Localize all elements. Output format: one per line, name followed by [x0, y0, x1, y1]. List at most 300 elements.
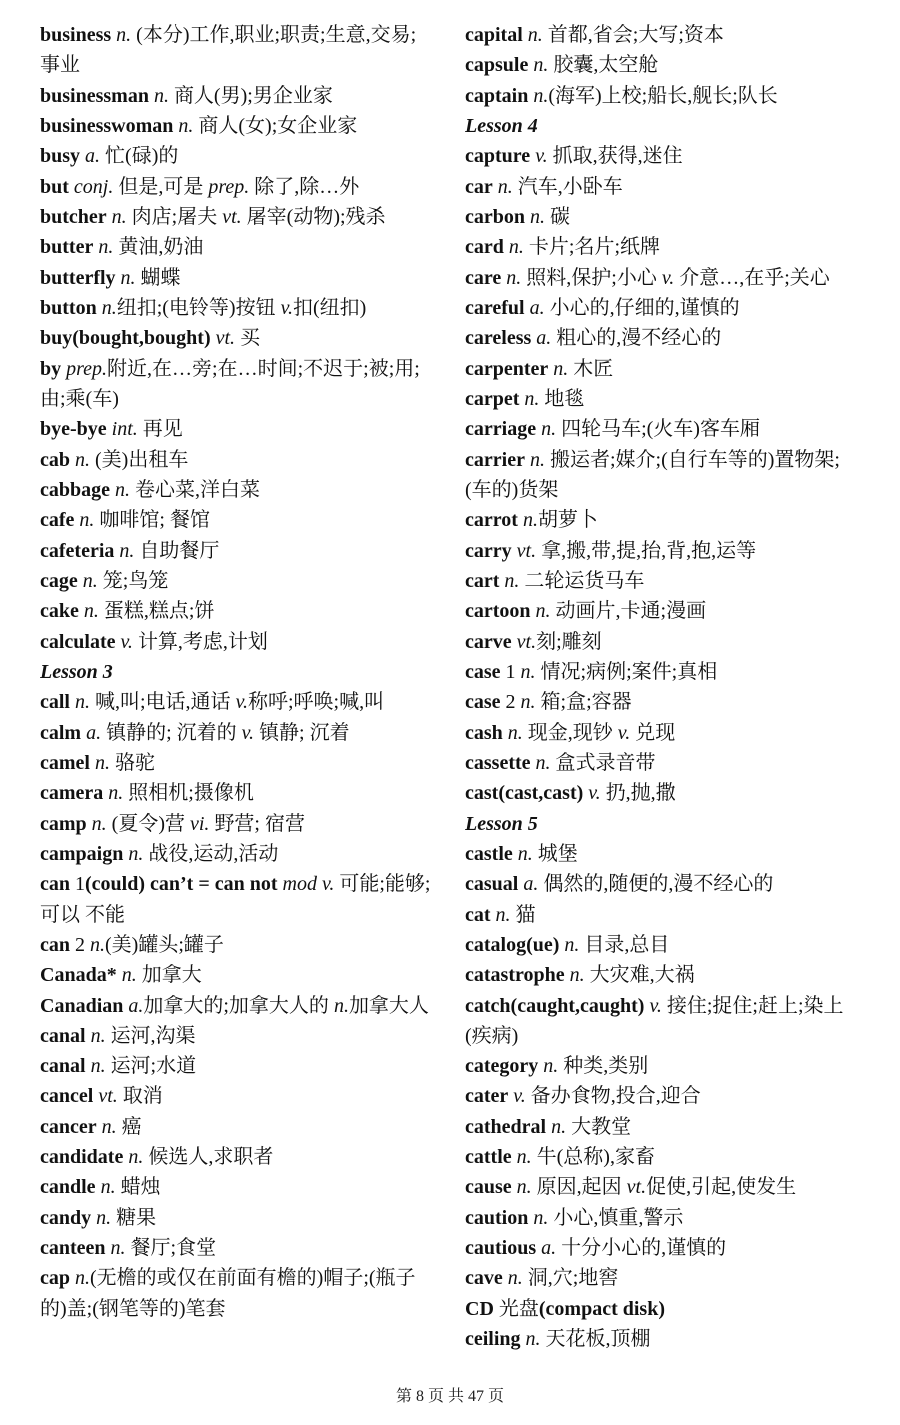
headword: butterfly [40, 266, 116, 289]
definition: 蛋糕,糕点;饼 [98, 600, 215, 623]
headword: castle [465, 842, 513, 865]
part-of-speech: n. [91, 1206, 112, 1229]
dictionary-entry [40, 263, 432, 293]
headword: cancel [40, 1085, 94, 1108]
lesson-heading [40, 657, 432, 687]
headword: campaign [40, 842, 124, 865]
headword: business [40, 24, 112, 46]
dictionary-entry [465, 566, 862, 596]
definition: 镇静的; 沉着的 [101, 721, 237, 744]
definition: 胡萝卜 [537, 509, 598, 532]
part-of-speech: n. [89, 751, 110, 774]
part-of-speech: v. [583, 782, 601, 805]
definition: 原因,起因 [531, 1176, 622, 1199]
headword: careful [465, 296, 525, 319]
definition: 兑现 [630, 721, 676, 744]
headword: catch(caught,caught) [465, 994, 645, 1017]
headword: cap [40, 1267, 70, 1290]
sense-number: 1 [70, 873, 85, 896]
dictionary-entry [40, 627, 432, 657]
part-of-speech: n. [548, 357, 569, 380]
dictionary-entry [40, 1051, 432, 1081]
part-of-speech: n. [564, 964, 585, 987]
headword: calculate [40, 630, 116, 653]
part-of-speech: n. [525, 205, 545, 228]
definition: 蜡烛 [115, 1176, 161, 1199]
part-of-speech: n. [536, 418, 557, 441]
definition: 备办食物,投合,迎合 [525, 1085, 701, 1108]
dictionary-entry [465, 1263, 862, 1293]
dictionary-entry [465, 293, 862, 323]
definition: 癌 [116, 1115, 142, 1138]
part-of-speech: n. [70, 1267, 90, 1290]
sense-number: 2 [500, 691, 516, 714]
part-of-speech: n. [105, 1237, 126, 1260]
headword: canal [40, 1024, 86, 1047]
part-of-speech: n. [96, 1115, 117, 1138]
dictionary-entry [40, 20, 432, 81]
part-of-speech: a. [123, 994, 144, 1017]
dictionary-entry [465, 869, 862, 899]
definition: 取消 [117, 1085, 163, 1108]
part-of-speech: a. [80, 145, 101, 168]
part-of-speech: n. [517, 509, 538, 532]
definition: 忙(碌)的 [100, 145, 179, 168]
dictionary-entry [40, 414, 432, 444]
definition: 光盘 [493, 1297, 539, 1320]
definition: 促使,引起,使发生 [646, 1176, 797, 1199]
part-of-speech: mod v. [277, 873, 335, 896]
dictionary-entry [465, 657, 862, 687]
part-of-speech: n. [123, 842, 144, 865]
part-of-speech: n. [524, 448, 545, 471]
definition: 笼;鸟笼 [97, 569, 169, 592]
left-column [40, 20, 432, 1365]
part-of-speech: v. [612, 721, 631, 744]
headword: bye-bye [40, 418, 107, 441]
definition: 汽车,小卧车 [512, 175, 623, 198]
dictionary-entry [40, 748, 432, 778]
part-of-speech: vi. [185, 812, 210, 835]
definition: 箱;盒;容器 [535, 691, 632, 714]
definition: 商人(男);男企业家 [168, 84, 333, 107]
part-of-speech: n. [522, 24, 543, 46]
part-of-speech: n. [116, 964, 137, 987]
definition: 拿,搬,带,提,抬,背,抱,运等 [536, 539, 757, 562]
sense-number: 2 [70, 933, 85, 956]
definition: (夏令)营 [106, 812, 185, 835]
dictionary-entry [40, 536, 432, 566]
headword: cathedral [465, 1115, 547, 1138]
dictionary-entry [40, 202, 432, 232]
dictionary-entry [40, 475, 432, 505]
definition: 四轮马车;(火车)客车厢 [556, 418, 760, 441]
definition: 大教堂 [566, 1115, 632, 1138]
dictionary-entry [40, 960, 432, 990]
definition: (美)出租车 [90, 448, 189, 471]
definition: 介意…,在乎;关心 [674, 266, 830, 289]
part-of-speech: prep. [203, 175, 250, 198]
headword: can [40, 873, 70, 896]
part-of-speech: n. [501, 266, 522, 289]
dictionary-entry [40, 81, 432, 111]
dictionary-entry [40, 293, 432, 323]
part-of-speech: n. [114, 539, 135, 562]
definition: 再见 [137, 418, 183, 441]
headword: carbon [465, 205, 525, 228]
part-of-speech: v. [115, 630, 133, 653]
headword: cater [465, 1085, 509, 1108]
headword: CD [465, 1297, 494, 1320]
part-of-speech: n. [95, 1176, 116, 1199]
part-of-speech: conj. [68, 175, 114, 198]
dictionary-entry [40, 232, 432, 262]
headword: cave [465, 1267, 503, 1290]
part-of-speech: n. [110, 478, 130, 501]
headword: cafeteria [40, 539, 115, 562]
definition: 可能;能够;可以 不能 [40, 873, 431, 926]
part-of-speech: n. [519, 387, 540, 410]
dictionary-entry [465, 354, 862, 384]
definition: 照料,保护;小心 [521, 266, 657, 289]
definition: 卷心菜,洋白菜 [130, 478, 260, 501]
headword: camel [40, 751, 90, 774]
part-of-speech: v. [230, 691, 248, 714]
dictionary-entry [40, 445, 432, 475]
part-of-speech: n. [86, 812, 107, 835]
part-of-speech: a. [531, 327, 552, 350]
definition: 猫 [510, 903, 536, 926]
headword: casual [465, 873, 519, 896]
headword: carpet [465, 387, 520, 410]
right-column [465, 20, 862, 1365]
headword: buy(bought,bought) [40, 327, 211, 350]
definition: 天花板,顶棚 [540, 1328, 651, 1351]
part-of-speech: n. [528, 1206, 549, 1229]
definition: 接住;捉住;赶上;染上(疾病) [465, 994, 844, 1047]
part-of-speech: n. [528, 54, 549, 77]
headword: cash [465, 721, 503, 744]
definition: 餐厅;食堂 [125, 1237, 217, 1260]
part-of-speech: n. [512, 842, 533, 865]
dictionary-entry [40, 596, 432, 626]
headword: caution [465, 1206, 529, 1229]
part-of-speech: n. [111, 24, 132, 46]
definition: 卡片;名片;纸牌 [523, 236, 661, 259]
dictionary-entry [40, 1081, 432, 1111]
headword: capital [465, 24, 523, 46]
dictionary-entry [465, 839, 862, 869]
definition: 纽扣;(电铃等)按钮 [116, 296, 276, 319]
definition: 扔,抛,撒 [600, 782, 676, 805]
dictionary-entry [465, 384, 862, 414]
definition: (无檐的或仅在前面有檐的)帽子;(瓶子的)盖;(钢笔等的)笔套 [40, 1267, 416, 1320]
part-of-speech: n. [103, 782, 124, 805]
part-of-speech: a. [536, 1237, 557, 1260]
headword: butter [40, 236, 94, 259]
part-of-speech: n. [511, 1176, 532, 1199]
definition: 地毯 [539, 387, 585, 410]
part-of-speech: n. [492, 175, 513, 198]
definition: 镇静; 沉着 [254, 721, 350, 744]
headword: cake [40, 600, 79, 623]
definition: 蝴蝶 [135, 266, 181, 289]
definition: 但是,可是 [113, 175, 204, 198]
part-of-speech: n. [520, 1328, 541, 1351]
part-of-speech: v. [236, 721, 255, 744]
dictionary-entry [465, 172, 862, 202]
dictionary-entry [465, 414, 862, 444]
part-of-speech: n. [502, 1267, 523, 1290]
definition: 小心的,仔细的,谨慎的 [544, 296, 740, 319]
headword: ceiling [465, 1328, 521, 1351]
definition: 战役,运动,活动 [143, 842, 279, 865]
definition: 刻;雕刻 [536, 630, 602, 653]
part-of-speech: n. [499, 569, 520, 592]
dictionary-entry [40, 1263, 432, 1324]
part-of-speech: n. [148, 84, 169, 107]
lesson-heading [465, 809, 862, 839]
headword: carriage [465, 418, 537, 441]
dictionary-entry [465, 1142, 862, 1172]
definition: 买 [235, 327, 261, 350]
definition: 商人(女);女企业家 [193, 114, 358, 137]
definition: 加拿大 [136, 964, 202, 987]
headword: candle [40, 1176, 96, 1199]
definition: 情况;病例;案件;真相 [535, 660, 718, 683]
headword: call [40, 691, 70, 714]
dictionary-entry [40, 111, 432, 141]
part-of-speech: n. [328, 994, 349, 1017]
dictionary-entry [465, 718, 862, 748]
definition: 运河;水道 [105, 1055, 197, 1078]
part-of-speech: n. [502, 721, 523, 744]
dictionary-entry [40, 1233, 432, 1263]
dictionary-entry [465, 991, 862, 1052]
definition: 喊,叫;电话,通话 [90, 691, 231, 714]
part-of-speech: a. [81, 721, 102, 744]
part-of-speech: n. [173, 114, 194, 137]
headword: case [465, 660, 501, 683]
dictionary-entry [40, 1203, 432, 1233]
definition: 称呼;呼唤;喊,叫 [247, 691, 385, 714]
lesson-heading-text: Lesson 4 [465, 114, 538, 137]
headword: (could) can’t = can not [85, 873, 278, 896]
part-of-speech: vt. [93, 1085, 118, 1108]
dictionary-entry [40, 687, 432, 717]
part-of-speech: n. [515, 660, 536, 683]
definition: 抓取,获得,迷住 [547, 145, 683, 168]
headword: carrier [465, 448, 525, 471]
definition: 目录,总目 [579, 933, 670, 956]
part-of-speech: n. [96, 296, 117, 319]
headword: candy [40, 1206, 92, 1229]
headword: catalog(ue) [465, 933, 560, 956]
headword: carrot [465, 509, 518, 532]
headword: category [465, 1055, 539, 1078]
headword: button [40, 296, 97, 319]
definition: 照相机;摄像机 [123, 782, 254, 805]
dictionary-entry [465, 687, 862, 717]
headword: cautious [465, 1237, 537, 1260]
dictionary-entry [465, 930, 862, 960]
part-of-speech: v. [644, 994, 662, 1017]
dictionary-entry [465, 1172, 862, 1202]
definition: 扣(纽扣) [293, 296, 367, 319]
part-of-speech: n. [77, 569, 98, 592]
definition: 除了,除…外 [249, 175, 360, 198]
dictionary-entry [40, 323, 432, 353]
lesson-heading [465, 111, 862, 141]
headword: care [465, 266, 502, 289]
part-of-speech: n. [85, 933, 105, 956]
dictionary-entry [465, 232, 862, 262]
definition: 黄油,奶油 [113, 236, 204, 259]
dictionary-entry [40, 930, 432, 960]
headword: capture [465, 145, 531, 168]
part-of-speech: n. [85, 1024, 106, 1047]
dictionary-entry [40, 809, 432, 839]
headword: canal [40, 1055, 86, 1078]
headword: catastrophe [465, 964, 565, 987]
dictionary-entry [465, 263, 862, 293]
part-of-speech: n. [123, 1146, 144, 1169]
part-of-speech: n. [106, 205, 127, 228]
part-of-speech: n. [503, 236, 524, 259]
definition: 洞,穴;地窖 [522, 1267, 619, 1290]
headword: cat [465, 903, 491, 926]
part-of-speech: n. [528, 84, 549, 107]
definition: 附近,在…旁;在…时间;不迟于;被;用;由;乘(车) [40, 357, 420, 410]
definition: 现金,现钞 [522, 721, 613, 744]
definition: 肉店;屠夫 [126, 205, 218, 228]
part-of-speech: vt. [621, 1176, 647, 1199]
headword: Canadian [40, 994, 124, 1017]
headword: but [40, 175, 69, 198]
headword: cancer [40, 1115, 97, 1138]
headword: capsule [465, 54, 529, 77]
headword: canteen [40, 1237, 106, 1260]
headword: case [465, 691, 501, 714]
definition: 粗心的,漫不经心的 [551, 327, 722, 350]
dictionary-entry [465, 202, 862, 232]
headword: camera [40, 782, 104, 805]
definition: 木匠 [568, 357, 614, 380]
lesson-heading-text: Lesson 3 [40, 660, 113, 683]
part-of-speech: v. [656, 266, 675, 289]
part-of-speech: n. [74, 509, 95, 532]
dictionary-entry [465, 445, 862, 506]
headword: car [465, 175, 493, 198]
dictionary-entry [40, 1112, 432, 1142]
part-of-speech: n. [511, 1146, 532, 1169]
part-of-speech: vt. [210, 327, 236, 350]
part-of-speech: a. [524, 296, 545, 319]
part-of-speech: prep. [61, 357, 108, 380]
dictionary-entry [40, 778, 432, 808]
dictionary-entry [40, 991, 432, 1021]
definition: 牛(总称),家畜 [531, 1146, 655, 1169]
part-of-speech: n. [93, 236, 114, 259]
definition: 运河,沟渠 [105, 1024, 196, 1047]
headword: cattle [465, 1146, 512, 1169]
dictionary-entry [465, 20, 862, 50]
sense-number: 1 [500, 660, 516, 683]
dictionary-entry [465, 1081, 862, 1111]
dictionary-entry [40, 141, 432, 171]
dictionary-entry [40, 1142, 432, 1172]
dictionary-entry [465, 778, 862, 808]
page-number-footer: 第 8 页 共 47 页 [395, 1388, 504, 1405]
headword: can [40, 933, 70, 956]
part-of-speech: n. [546, 1115, 567, 1138]
headword: cage [40, 569, 78, 592]
definition: 碳 [545, 205, 570, 228]
part-of-speech: vt. [217, 205, 242, 228]
definition: 屠宰(动物);残杀 [241, 205, 386, 228]
definition: 加拿大人 [348, 994, 429, 1017]
dictionary-entry [465, 141, 862, 171]
dictionary-entry [465, 1112, 862, 1142]
definition: 盒式录音带 [550, 751, 656, 774]
part-of-speech: n. [530, 600, 551, 623]
dictionary-entry [465, 960, 862, 990]
dictionary-entry [465, 1233, 862, 1263]
dictionary-entry [40, 566, 432, 596]
headword: carry [465, 539, 512, 562]
part-of-speech: vt. [511, 539, 537, 562]
dictionary-entry [465, 505, 862, 535]
part-of-speech: v. [275, 296, 293, 319]
headword: cause [465, 1176, 512, 1199]
definition: 野营; 宿营 [209, 812, 305, 835]
definition: (本分)工作,职业;职责;生意,交易;事业 [40, 24, 417, 77]
headword: businesswoman [40, 114, 174, 137]
definition: 小心,慎重,警示 [548, 1206, 684, 1229]
part-of-speech: n. [85, 1055, 106, 1078]
headword: cart [465, 569, 500, 592]
part-of-speech: n. [490, 903, 511, 926]
headword: businessman [40, 84, 149, 107]
definition: 搬运者;媒介;(自行车等的)置物架;(车的)货架 [465, 448, 840, 501]
headword: candidate [40, 1146, 124, 1169]
definition: 二轮运货马车 [519, 569, 645, 592]
definition: 十分小心的,谨慎的 [556, 1237, 727, 1260]
headword: cafe [40, 509, 75, 532]
dictionary-entry [465, 748, 862, 778]
definition: 咖啡馆; 餐馆 [94, 509, 210, 532]
definition: 动画片,卡通;漫画 [550, 600, 707, 623]
part-of-speech: n. [70, 691, 90, 714]
lesson-heading-text: Lesson 5 [465, 812, 538, 835]
dictionary-entry [465, 323, 862, 353]
dictionary-entry [40, 869, 432, 930]
definition: 胶囊,太空舱 [548, 54, 659, 77]
definition: 骆驼 [109, 751, 155, 774]
dictionary-entry [465, 536, 862, 566]
dictionary-entry [465, 596, 862, 626]
dictionary-entry [465, 81, 862, 111]
dictionary-entry [465, 1203, 862, 1233]
headword: busy [40, 145, 81, 168]
dictionary-entry [40, 505, 432, 535]
definition: 种类,类别 [558, 1055, 649, 1078]
dictionary-entry [465, 1294, 862, 1324]
definition: 首都,省会;大写;资本 [542, 24, 724, 46]
part-of-speech: n. [70, 448, 90, 471]
headword: (compact disk) [538, 1297, 665, 1320]
part-of-speech: n. [530, 751, 551, 774]
